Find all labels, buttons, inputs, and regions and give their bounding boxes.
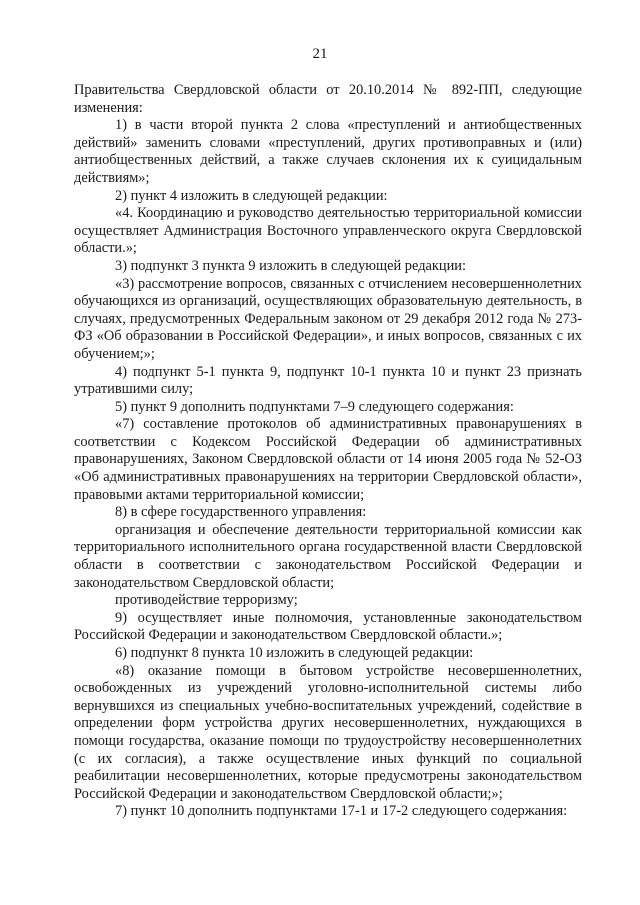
page-number: 21 xyxy=(312,46,328,62)
paragraph-item-4: 4) подпункт 5-1 пункта 9, подпункт 10-1 пункта 10 и пункт 23 признать утратившими силу; xyxy=(74,363,582,398)
paragraph-terrorism: противодействие терроризму; xyxy=(115,592,298,609)
paragraph-item-3: 3) подпункт 3 пункта 9 изложить в следующей редакции: xyxy=(115,257,466,274)
paragraph-item-1: 1) в части второй пункта 2 слова «преступлений и антиобщественных действий» заменить словами «преступлений, других противоправных и (или) антиобщественных действий, а также случаев склонения их к суицидальным действиям»; xyxy=(74,117,582,186)
paragraph-continuation: Правительства Свердловской области от 20.10.2014 № 892-ПП, следующие изменения: xyxy=(74,82,582,116)
paragraph-item-5: 5) пункт 9 дополнить подпунктами 7–9 следующего содержания: xyxy=(115,398,514,415)
paragraph-item-2: 2) пункт 4 изложить в следующей редакции: xyxy=(115,187,388,204)
paragraph-item-6: 6) подпункт 8 пункта 10 изложить в следующей редакции: xyxy=(115,645,474,661)
paragraph-quote-7: «7) составление протоколов об административных правонарушениях в соответствии с Кодексом Российской Федерации об административных правонарушениях, Законом Свердловской области от 14 июня 2005 года № 52-ОЗ «Об административных правонарушениях на территории Свердловской области», правовыми актами территориальной комиссии; xyxy=(74,416,582,503)
paragraph-quote-4: «4. Координацию и руководство деятельностью территориальной комиссии осуществляет Администрация Восточного управленческого округа Свердловской области.»; xyxy=(74,205,582,257)
document-body xyxy=(74,82,582,821)
paragraph-organization: организация и обеспечение деятельности территориальной комиссии как территориального исполнительного органа государственной власти Свердловской области в соответствии с законодательством Российской Федерации и законодательством Свердловской области; xyxy=(74,521,582,591)
paragraph-subitem-8: 8) в сфере государственного управления: xyxy=(115,504,367,521)
paragraph-quote-3: «3) рассмотрение вопросов, связанных с отчислением несовершеннолетних обучающихся из организаций, осуществляющих образовательную деятельность, в случаях, предусмотренных Федеральным законом от 29 декабря 2012 года № 273-ФЗ «Об образовании в Российской Федерации», и иных вопросов, связанных с их обучением;»; xyxy=(74,275,582,362)
paragraph-subitem-9: 9) осуществляет иные полномочия, установленные законодательством Российской Федерации и законодательством Свердловской области.»; xyxy=(74,609,582,644)
paragraph-quote-8: «8) оказание помощи в бытовом устройстве несовершеннолетних, освобожденных из учреждений уголовно-исполнительной системы либо вернувшихся из специальных учебно-воспитательных учреждений, содействие в определении форм устройства других несовершеннолетних, нуждающихся в помощи государства, оказание помощи по трудоустройству несовершеннолетних (с их согласия), а также осуществление иных функций по социальной реабилитации несовершеннолетних, которые предусмотрены законодательством Российской Федерации и законодательством Свердловской области;»; xyxy=(74,662,582,802)
paragraph-item-7: 7) пункт 10 дополнить подпунктами 17-1 и 17-2 следующего содержания: xyxy=(115,803,568,820)
